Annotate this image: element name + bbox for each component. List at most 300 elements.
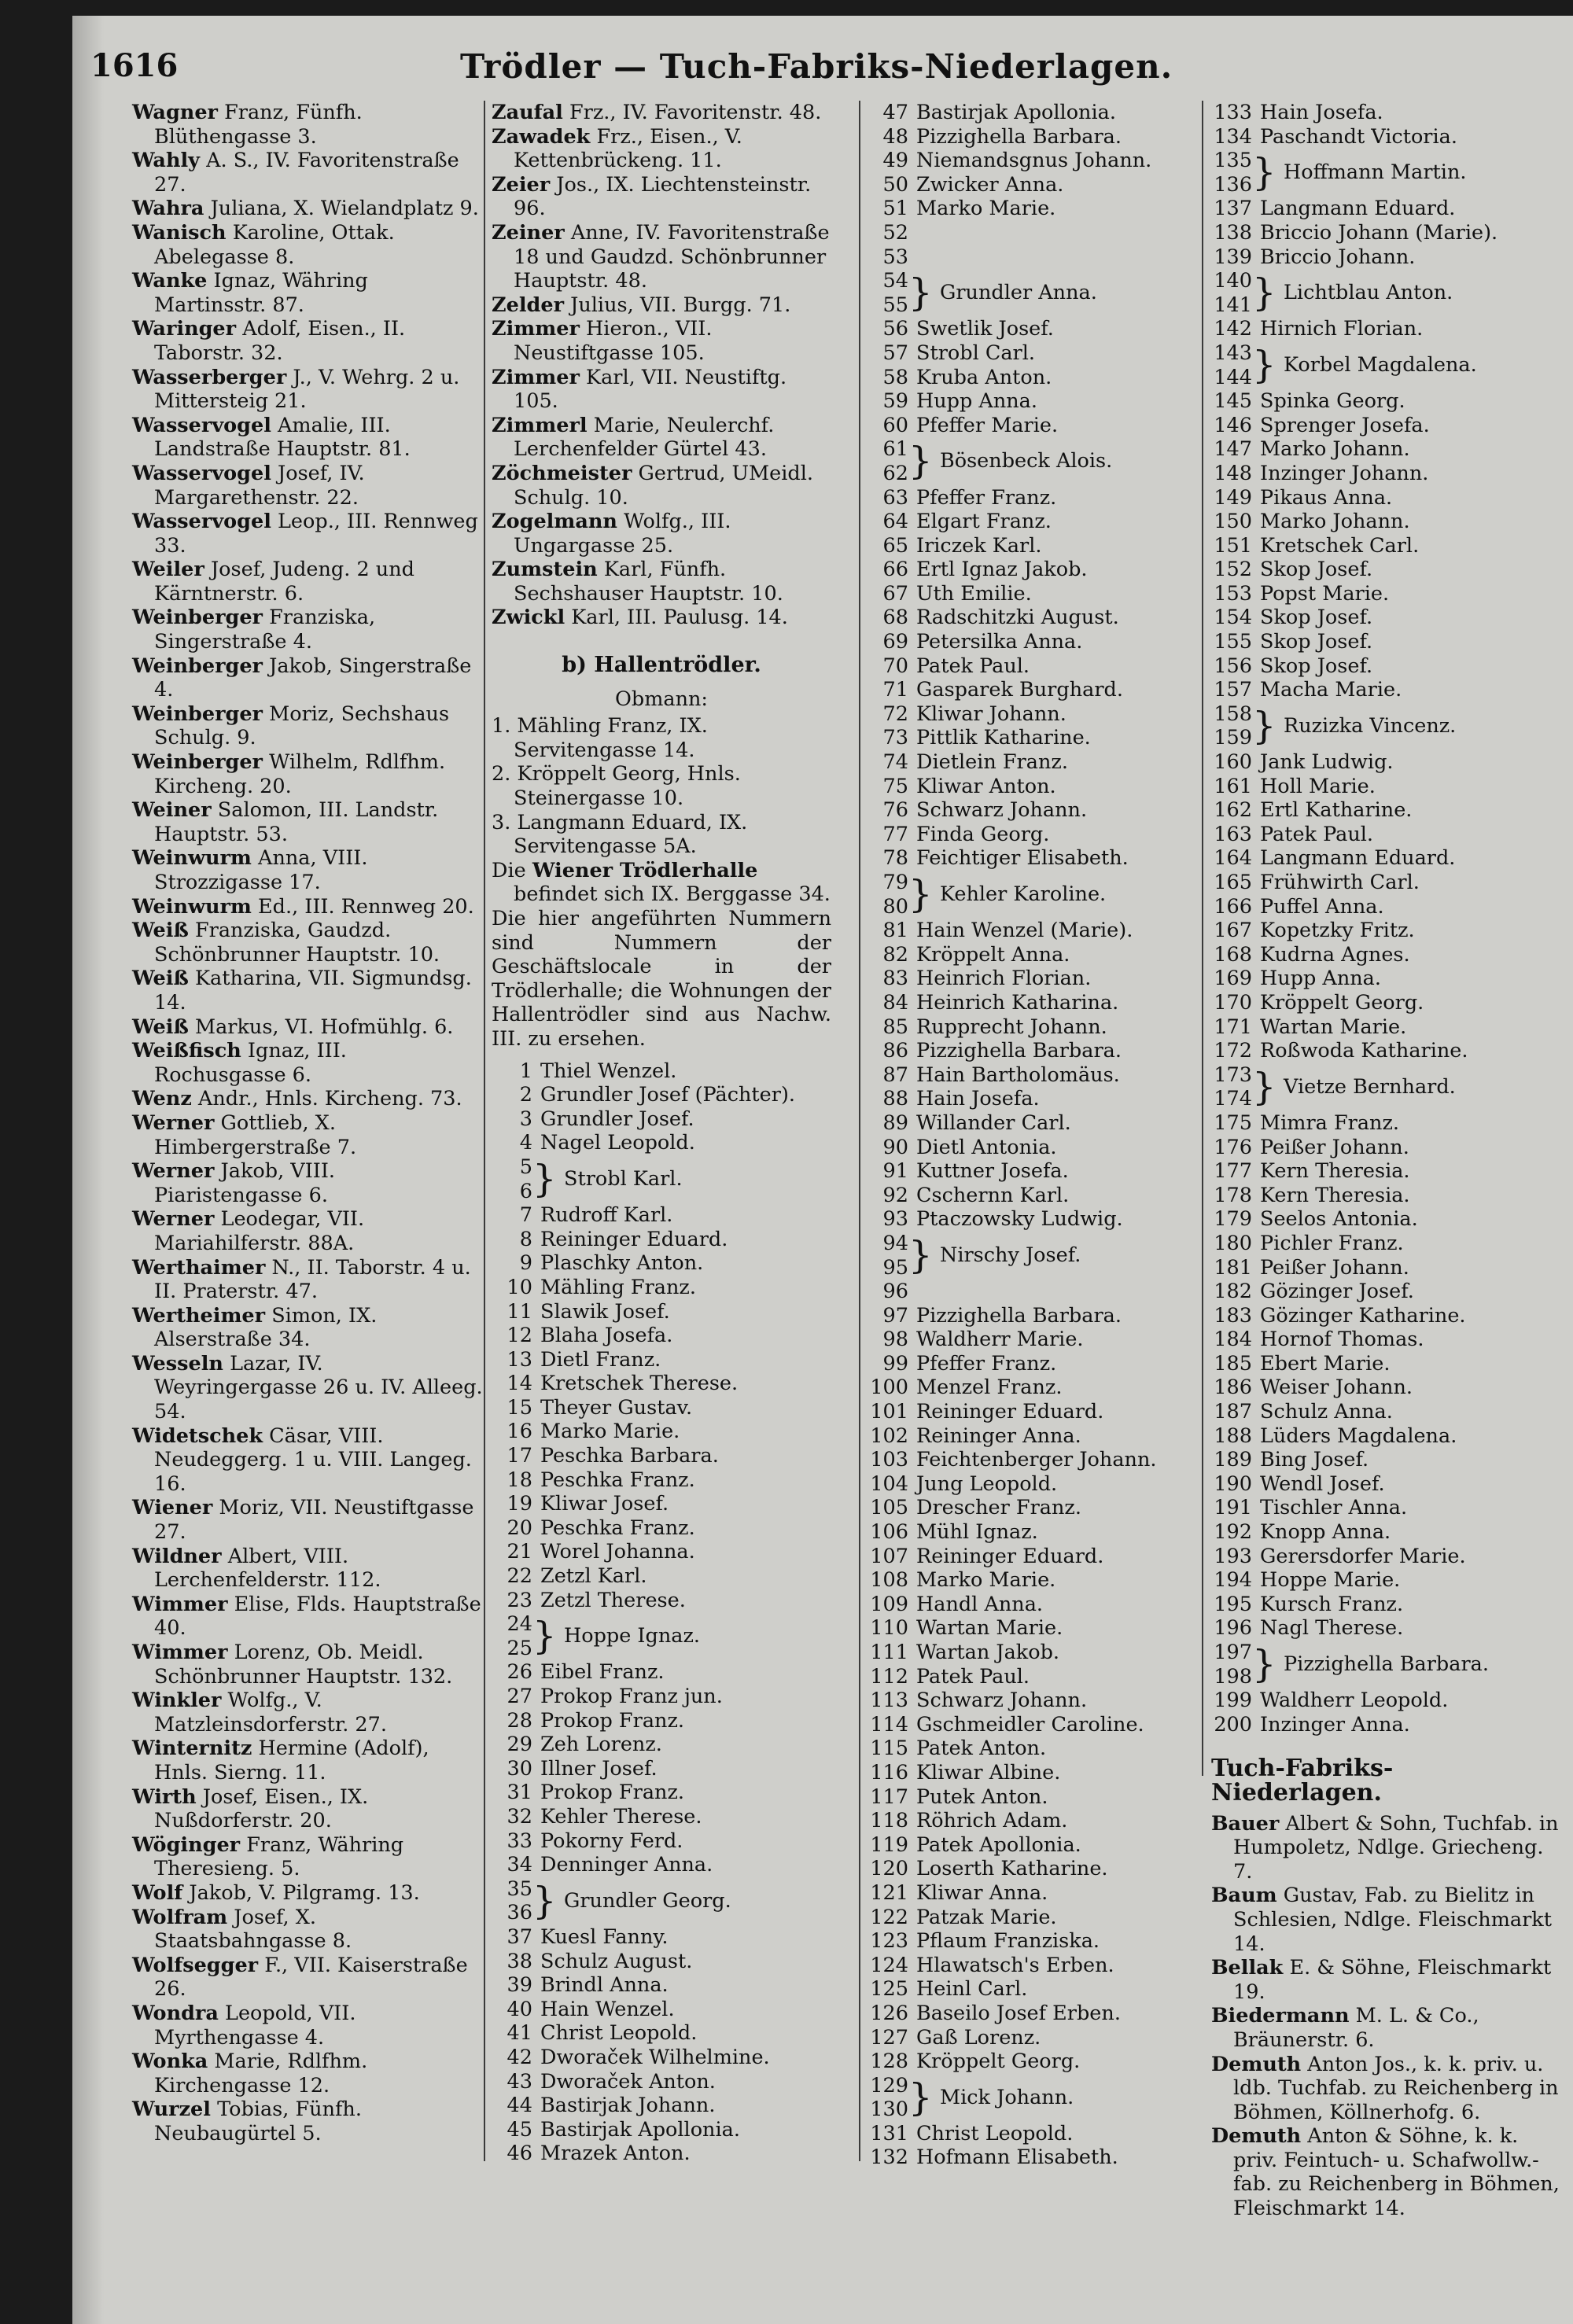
holder-name: Wartan Marie. <box>916 1616 1063 1641</box>
entry-address: Ignaz, Währing Martinsstr. 87. <box>154 269 368 317</box>
directory-entry <box>132 558 484 606</box>
list-item <box>868 221 1202 245</box>
holder-name: Pflaum Franziska. <box>916 1929 1100 1954</box>
entry-address: Andr., Hnls. Kircheng. 73. <box>197 1087 462 1111</box>
stall-number: 119 <box>870 1832 908 1857</box>
holder-name: Kern Theresia. <box>1260 1159 1410 1184</box>
list-item <box>492 1709 831 1733</box>
directory-entry <box>132 101 484 149</box>
list-item <box>868 654 1202 679</box>
stall-number: 139 <box>1214 245 1252 269</box>
list-item <box>868 125 1202 149</box>
list-item <box>868 1424 1202 1449</box>
stall-number: 44 <box>507 2094 532 2118</box>
stall-number: 167 <box>1214 919 1252 943</box>
entry-address: Marie, Rdlfhm. Kirchengasse 12. <box>154 2050 368 2097</box>
entry-address: Anne, IV. Favoritenstraße 18 und Gaudzd. Schönbrunner Hauptstr. 48. <box>514 220 830 293</box>
entry-address: Albert, VIII. Lerchenfelderstr. 112. <box>154 1544 381 1593</box>
entry-address: Salomon, III. Landstr. Hauptstr. 53. <box>154 798 439 846</box>
holder-name: Marko Johann. <box>1260 437 1410 462</box>
list-item <box>868 1713 1202 1737</box>
stall-number: 166 <box>1214 894 1252 919</box>
holder-name: Feichtiger Elisabeth. <box>916 846 1129 871</box>
holder-name: Lüders Magdalena. <box>1260 1423 1457 1448</box>
list-item <box>492 1973 831 1998</box>
list-item <box>1211 654 1561 679</box>
stall-number: 134 <box>1214 124 1252 149</box>
holder-name: Elgart Franz. <box>916 510 1052 534</box>
stall-number: 68 <box>882 606 908 630</box>
holder-name: Ertl Ignaz Jakob. <box>916 558 1088 582</box>
stall-number: 82 <box>882 942 908 967</box>
holder-name: Kuesl Fanny. <box>540 1924 669 1949</box>
entry-address: Anton Jos., k. k. priv. u. ldb. Tuchfab. zu Reichenberg in Böhmen, Köllnerhofg. 6. <box>1233 2052 1559 2124</box>
stall-number: 192 <box>1214 1520 1252 1545</box>
holder-name: Mimra Franz. <box>1260 1110 1399 1135</box>
list-item <box>1211 1328 1561 1352</box>
stall-number: 89 <box>882 1110 908 1135</box>
list-item <box>492 1444 831 1468</box>
brace-mark: } <box>908 872 933 916</box>
brace-mark: } <box>908 2075 933 2120</box>
list-item <box>492 1757 831 1781</box>
list-item <box>1211 1568 1561 1593</box>
stall-number: 188 <box>1214 1423 1252 1448</box>
stall-number: 141 <box>1214 293 1252 317</box>
list-item <box>492 1612 831 1660</box>
directory-entry <box>132 1833 484 1881</box>
entry-address: Josef, Eisen., IX. Nußdorferstr. 20. <box>154 1784 369 1833</box>
list-item <box>868 2026 1202 2050</box>
directory-entry <box>132 1689 484 1737</box>
entry-address: Jakob, Singerstraße 4. <box>154 654 472 702</box>
stall-number: 36 <box>507 1901 532 1925</box>
entry-name: Werner <box>132 1207 215 1232</box>
brace-mark: } <box>532 1878 557 1923</box>
stall-number: 52 <box>882 220 908 245</box>
holder-name: Kliwar Anna. <box>916 1880 1048 1905</box>
holder-name: Lichtblau Anton. <box>1284 281 1453 305</box>
holder-name: Kretschek Carl. <box>1260 533 1420 558</box>
column-3 <box>868 101 1202 2170</box>
entry-name: Wertheimer <box>132 1303 266 1328</box>
directory-entry <box>492 173 831 221</box>
holder-name: Heinrich Florian. <box>916 967 1092 991</box>
holder-name: Pfeffer Marie. <box>916 413 1059 437</box>
holder-name: Putek Anton. <box>916 1784 1048 1809</box>
stall-number: 137 <box>1214 197 1252 221</box>
list-item <box>492 2094 831 2118</box>
holder-name: Rupprecht Johann. <box>916 1015 1107 1039</box>
entry-address: F., VII. Kaiserstraße 26. <box>154 1953 468 2002</box>
entry-name: Wonka <box>132 2050 208 2074</box>
list-item <box>868 1400 1202 1424</box>
entry-address: Anton & Söhne, k. k. priv. Feintuch- u. Schafwollw.-fab. zu Reichenberg in Böhmen, Fleischmarkt 14. <box>1233 2124 1560 2221</box>
list-item <box>1211 389 1561 414</box>
list-item <box>1211 750 1561 775</box>
list-item <box>492 1781 831 1805</box>
list-item <box>492 1396 831 1420</box>
list-item <box>1211 1520 1561 1545</box>
list-item <box>1211 1448 1561 1472</box>
stall-number: 59 <box>882 389 908 414</box>
stall-number: 170 <box>1214 990 1252 1015</box>
brace-mark: } <box>908 439 933 484</box>
holder-name: Christ Leopold. <box>916 2121 1074 2145</box>
holder-name: Pizzighella Barbara. <box>1284 1652 1489 1676</box>
list-item <box>868 173 1202 197</box>
holder-name: Schwarz Johann. <box>916 1689 1088 1713</box>
entry-address: Gustav, Fab. zu Bielitz in Schlesien, Ndlge. Fleischmarkt 14. <box>1233 1884 1552 1956</box>
holder-name: Grundler Anna. <box>940 281 1097 305</box>
list-item <box>868 1593 1202 1617</box>
stall-number: 39 <box>507 1973 532 1998</box>
list-item <box>1211 1304 1561 1328</box>
stall-number: 53 <box>882 245 908 269</box>
list-item <box>1211 1039 1561 1063</box>
holder-name: Hain Josefa. <box>1260 101 1383 124</box>
entry-address: Gottlieb, X. Himbergerstraße 7. <box>154 1110 357 1159</box>
holder-name: Petersilka Anna. <box>916 630 1083 654</box>
stall-number: 159 <box>1214 726 1252 750</box>
stall-number: 11 <box>507 1299 532 1324</box>
entry-address: A. S., IV. Favoritenstraße 27. <box>154 149 459 197</box>
holder-name: Kliwar Albine. <box>916 1760 1061 1784</box>
list-item <box>1211 1424 1561 1449</box>
holder-name: Dietl Franz. <box>540 1347 661 1372</box>
stall-number: 142 <box>1214 317 1252 341</box>
stall-number: 21 <box>507 1540 532 1564</box>
entry-address: Franziska, Gaudzd. Schönbrunner Hauptstr. 10. <box>154 919 440 967</box>
holder-name: Weiser Johann. <box>1260 1376 1413 1400</box>
entry-name: Zaufal <box>492 101 563 124</box>
holder-name: Eibel Franz. <box>540 1660 665 1685</box>
stall-number: 87 <box>882 1063 908 1087</box>
holder-name: Kehler Therese. <box>540 1804 702 1829</box>
list-item <box>492 1492 831 1516</box>
holder-name: Heinrich Katharina. <box>916 990 1119 1015</box>
stall-number: 114 <box>870 1712 908 1737</box>
entry-address: Leodegar, VII. Mariahilferstr. 88A. <box>154 1207 365 1255</box>
holder-name: Kröppelt Georg. <box>916 2050 1081 2074</box>
holder-name: Nagel Leopold. <box>540 1131 695 1155</box>
list-item <box>868 823 1202 847</box>
holder-name: Pichler Franz. <box>1260 1231 1404 1255</box>
list-item <box>1211 1689 1561 1713</box>
stall-number: 10 <box>507 1275 532 1299</box>
entry-name: Baum <box>1211 1884 1277 1908</box>
list-item <box>492 1228 831 1252</box>
holder-name: Grundler Georg. <box>564 1888 731 1913</box>
stall-number: 51 <box>882 197 908 221</box>
stall-number: 16 <box>507 1420 532 1444</box>
brace-mark: } <box>1252 1642 1276 1686</box>
stall-number: 105 <box>870 1496 908 1520</box>
holder-name: Langmann Eduard. <box>1260 846 1456 871</box>
list-item <box>1211 582 1561 606</box>
holder-name: Dietlein Franz. <box>916 750 1068 775</box>
entry-address: Hermine (Adolf), Hnls. Sierng. 11. <box>154 1737 429 1784</box>
stall-number: 2 <box>519 1083 532 1107</box>
stall-number: 8 <box>519 1227 532 1251</box>
entry-address: Gertrud, UMeidl. Schulg. 10. <box>514 461 813 510</box>
list-item <box>1211 414 1561 438</box>
directory-entry <box>132 1256 484 1304</box>
holder-name: Hornof Thomas. <box>1260 1328 1424 1352</box>
stall-number: 100 <box>870 1376 908 1400</box>
list-item <box>868 1833 1202 1858</box>
entry-name: Wahra <box>132 197 204 221</box>
list-item <box>868 606 1202 630</box>
directory-entry <box>1211 2004 1561 2052</box>
column-1 <box>132 101 484 2145</box>
list-item <box>1211 991 1561 1015</box>
brace-mark: } <box>532 1614 557 1659</box>
obmann-entry: 1. Mähling Franz, IX. Servitengasse 14. <box>492 714 708 762</box>
entry-address: Albert & Sohn, Tuchfab. in Humpoletz, Ndlge. Griecheng. 7. <box>1233 1811 1559 1884</box>
list-item <box>868 149 1202 173</box>
list-item <box>492 1877 831 1925</box>
holder-name: Mühl Ignaz. <box>916 1520 1038 1545</box>
list-item <box>868 437 1202 485</box>
stall-number: 122 <box>870 1905 908 1929</box>
directory-entry <box>132 462 484 510</box>
directory-entry <box>132 1111 484 1159</box>
list-item <box>1211 1256 1561 1280</box>
list-item <box>868 919 1202 943</box>
entry-address: Karl, Fünfh. Sechshauser Hauptstr. 10. <box>514 558 783 606</box>
stall-number: 6 <box>519 1179 532 1203</box>
directory-entry <box>132 1304 484 1352</box>
holder-name: Marko Marie. <box>540 1420 680 1444</box>
stall-number: 177 <box>1214 1159 1252 1184</box>
list-item <box>868 1641 1202 1665</box>
list-item <box>868 582 1202 606</box>
holder-name: Kursch Franz. <box>1260 1592 1404 1616</box>
stall-number: 91 <box>882 1159 908 1184</box>
stall-number: 86 <box>882 1039 908 1063</box>
list-item <box>492 1685 831 1709</box>
list-item <box>868 630 1202 654</box>
list-item <box>492 1276 831 1300</box>
holder-name: Skop Josef. <box>1260 606 1373 630</box>
holder-name: Mrazek Anton. <box>540 2142 691 2166</box>
holder-name: Inzinger Johann. <box>1260 461 1429 485</box>
stall-number: 162 <box>1214 798 1252 823</box>
holder-name: Korbel Magdalena. <box>1284 352 1477 377</box>
holder-name: Dworaček Anton. <box>540 2069 716 2094</box>
brace-mark: } <box>1252 342 1276 387</box>
entry-name: Weinwurm <box>132 894 252 919</box>
stall-number: 38 <box>507 1949 532 1973</box>
holder-name: Hoppe Ignaz. <box>564 1624 700 1648</box>
entry-name: Wöginger <box>132 1832 241 1857</box>
list-item <box>492 1131 831 1155</box>
entry-name: Weinberger <box>132 702 263 726</box>
stall-number: 13 <box>507 1347 532 1372</box>
directory-entry <box>492 366 831 414</box>
list-item <box>492 1251 831 1276</box>
holder-name: Swetlik Josef. <box>916 317 1054 341</box>
holder-name: Niemandsgnus Johann. <box>916 149 1152 173</box>
list-item <box>868 510 1202 534</box>
entry-name: Werthaimer <box>132 1255 266 1280</box>
stall-number: 77 <box>882 822 908 846</box>
list-item <box>1211 1015 1561 1040</box>
list-item <box>868 486 1202 510</box>
list-item <box>868 1857 1202 1881</box>
list-item <box>868 1136 1202 1160</box>
list-item <box>1211 197 1561 221</box>
holder-name: Seelos Antonia. <box>1260 1207 1418 1232</box>
brace-mark: } <box>908 1232 933 1277</box>
entry-address: Juliana, X. Wielandplatz 9. <box>210 197 479 221</box>
holder-name: Kudrna Agnes. <box>1260 942 1410 967</box>
stall-number: 156 <box>1214 654 1252 678</box>
entry-name: Wolfram <box>132 1905 228 1929</box>
holder-name: Wartan Marie. <box>1260 1015 1407 1039</box>
stall-number: 116 <box>870 1760 908 1784</box>
entry-name: Zimmerl <box>492 413 588 437</box>
stall-number: 145 <box>1214 389 1252 414</box>
holder-name: Inzinger Anna. <box>1260 1712 1410 1737</box>
holder-name: Waldherr Leopold. <box>1260 1689 1449 1713</box>
entry-address: Leopold, VII. Myrthengasse 4. <box>154 2001 356 2050</box>
entry-name: Wolf <box>132 1880 183 1905</box>
entry-name: Bauer <box>1211 1811 1280 1836</box>
entry-address: Karl, III. Paulusg. 14. <box>571 606 788 630</box>
list-item <box>1211 101 1561 125</box>
stall-number: 75 <box>882 774 908 798</box>
list-item <box>1211 1641 1561 1689</box>
stall-number: 147 <box>1214 437 1252 462</box>
directory-entry <box>132 2097 484 2145</box>
list-item <box>492 1950 831 1974</box>
list-item <box>492 1324 831 1348</box>
entry-address: Josef, IV. Margarethenstr. 22. <box>154 461 365 510</box>
holder-name: Pizzighella Barbara. <box>916 1303 1122 1328</box>
obmann-list <box>492 714 831 859</box>
stall-number: 157 <box>1214 678 1252 702</box>
holder-name: Bösenbeck Alois. <box>940 449 1113 473</box>
list-item <box>1211 534 1561 558</box>
stall-list <box>1211 101 1561 1737</box>
entry-address: Adolf, Eisen., II. Taborstr. 32. <box>154 317 406 365</box>
stall-number: 64 <box>882 510 908 534</box>
list-item <box>1211 245 1561 270</box>
stall-number: 111 <box>870 1641 908 1664</box>
stall-number: 34 <box>507 1853 532 1877</box>
stall-number: 149 <box>1214 485 1252 510</box>
holder-name: Grundler Josef. <box>540 1107 694 1131</box>
list-item <box>868 967 1202 991</box>
stall-number: 120 <box>870 1857 908 1881</box>
holder-name: Jung Leopold. <box>916 1471 1058 1496</box>
list-item <box>1211 1472 1561 1497</box>
holder-name: Hlawatsch's Erben. <box>916 1953 1114 1977</box>
entry-name: Wasservogel <box>132 510 271 534</box>
list-item <box>868 1352 1202 1376</box>
column-rule <box>484 101 485 2161</box>
list-item <box>492 1540 831 1564</box>
stall-number: 37 <box>507 1924 532 1949</box>
holder-name: Pizzighella Barbara. <box>916 1039 1122 1063</box>
stall-number: 125 <box>870 1977 908 2002</box>
entry-address: Leop., III. Rennweg 33. <box>154 510 478 558</box>
list-item <box>868 1159 1202 1184</box>
holder-name: Patek Apollonia. <box>916 1832 1081 1857</box>
stall-number: 12 <box>507 1324 532 1348</box>
list-item <box>868 366 1202 390</box>
holder-name: Prokop Franz. <box>540 1708 684 1733</box>
stall-number: 179 <box>1214 1207 1252 1232</box>
stall-number: 154 <box>1214 606 1252 630</box>
holder-name: Zetzl Therese. <box>540 1588 686 1612</box>
holder-name: Kliwar Johann. <box>916 702 1066 726</box>
entry-name: Weiß <box>132 967 189 991</box>
stall-number: 49 <box>882 149 908 173</box>
directory-entry <box>132 414 484 462</box>
entry-address: Jakob, VIII. Piaristengasse 6. <box>154 1159 336 1207</box>
holder-name: Heinl Carl. <box>916 1977 1028 2002</box>
holder-name: Rudroff Karl. <box>540 1203 673 1228</box>
column-2 <box>492 101 831 2166</box>
stall-number: 70 <box>882 654 908 678</box>
stall-number: 60 <box>882 413 908 437</box>
holder-name: Plaschky Anton. <box>540 1251 704 1276</box>
entry-name: Wanisch <box>132 220 227 245</box>
holder-name: Hoffmann Martin. <box>1284 160 1467 185</box>
holder-name: Dworaček Wilhelmine. <box>540 2045 770 2069</box>
list-item <box>868 2145 1202 2170</box>
holder-name: Popst Marie. <box>1260 581 1390 606</box>
list-item <box>1211 1136 1561 1160</box>
list-item <box>492 1998 831 2022</box>
directory-entry <box>132 1545 484 1593</box>
list-item <box>1211 1376 1561 1400</box>
holder-name: Gözinger Katharine. <box>1260 1303 1466 1328</box>
stall-number: 104 <box>870 1471 908 1496</box>
entry-address: N., II. Taborstr. 4 u. II. Praterstr. 47. <box>154 1255 471 1304</box>
list-item <box>1211 678 1561 702</box>
holder-name: Finda Georg. <box>916 822 1050 846</box>
holder-name: Dietl Antonia. <box>916 1135 1057 1159</box>
directory-entry <box>132 1593 484 1641</box>
entry-address: Frz., IV. Favoritenstr. 48. <box>569 101 822 124</box>
directory-entry <box>132 1015 484 1040</box>
list-item <box>868 726 1202 750</box>
stall-number: 73 <box>882 726 908 750</box>
stall-number: 164 <box>1214 846 1252 871</box>
list-item <box>1211 1400 1561 1424</box>
entry-address: M. L. & Co., Bräunerstr. 6. <box>1233 2004 1479 2052</box>
list-item <box>1211 895 1561 919</box>
stall-number: 72 <box>882 702 908 726</box>
brace-mark: } <box>532 1156 557 1201</box>
holder-name: Kern Theresia. <box>1260 1183 1410 1207</box>
entry-name: Demuth <box>1211 2124 1302 2149</box>
holder-name: Schulz Anna. <box>1260 1400 1393 1424</box>
entry-address: Frz., Eisen., V. Kettenbrückeng. 11. <box>514 124 742 173</box>
holder-name: Röhrich Adam. <box>916 1809 1068 1833</box>
list-item <box>1211 1545 1561 1569</box>
holder-name: Schwarz Johann. <box>916 798 1088 823</box>
holder-name: Frühwirth Carl. <box>1260 871 1420 894</box>
holder-name: Hain Wenzel (Marie). <box>916 919 1133 943</box>
holder-name: Hain Wenzel. <box>540 1997 675 2021</box>
list-item <box>1211 1232 1561 1256</box>
stall-number: 152 <box>1214 558 1252 582</box>
